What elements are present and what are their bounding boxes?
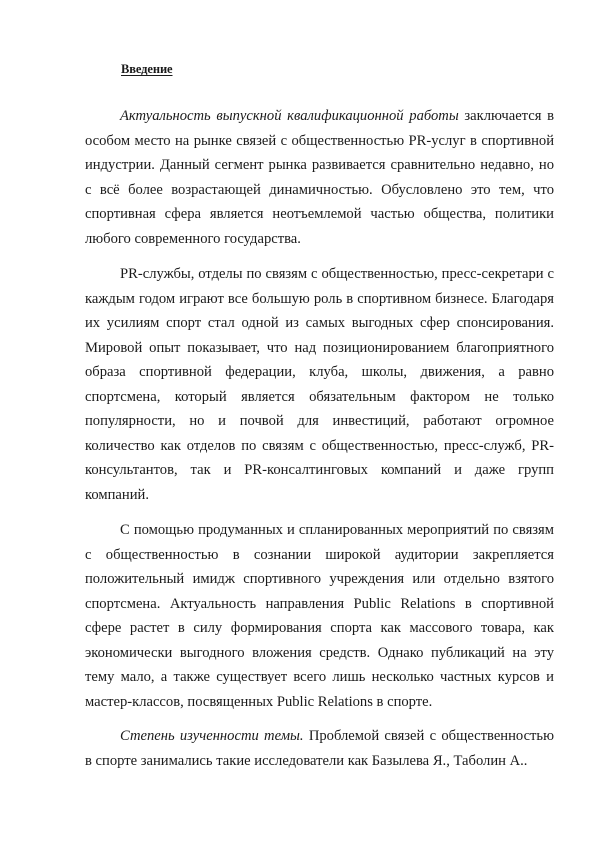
paragraph-text: Проблемой связей с общественностью в спорте занимались такие исследователи как Базылева Я., Таболин А.. [85,728,554,769]
paragraph-text: PR-службы, отделы по связям с общественностью, пресс-секретари с каждым годом играют все большую роль в спортивном бизнесе. Благодаря их усилиям спорт стал одной из самых выгодных сфер спонсирования. Мировой опыт показывает, что над позиционированием благоприятного образа спортивной федерации, клуба, школы, движения, а равно спортсмена, который является обязательным фактором не только популярности, но и почвой для инвестиций, работают огромное количество как отделов по связям с общественностью, пресс-служб, PR-консультантов, так и PR-консалтинговых компаний и даже групп компаний. [85,266,554,503]
paragraph-public-relations [85,518,554,714]
paragraph-text: С помощью продуманных и спланированных мероприятий по связям с общественностью в сознании широкой аудитории закрепляется положительный имидж спортивного учреждения или отдельно взятого спортсмена. Актуальность направления Public Relations в спортивной сфере растет в силу формирования спорта как массового товара, как экономически выгодного вложения средств. Однако публикаций на эту тему мало, а также существует всего лишь несколько частных курсов и мастер-классов, посвященных Public Relations в спорте. [85,522,554,710]
paragraph-lead: Степень изученности темы. [120,728,304,744]
paragraph-lead: Актуальность выпускной квалификационной работы [120,108,459,124]
paragraph-degree-of-study [85,724,554,773]
section-heading: Введение [121,62,173,76]
paragraph-relevance [85,104,554,251]
paragraph-pr-services [85,262,554,507]
document-page [85,52,554,773]
paragraph-text: заключается в особом место на рынке связей с общественностью PR-услуг в спортивной индустрии. Данный сегмент рынка развивается сравнительно недавно, но с всё более возрастающей динамичностью. Обусловлено это тем, что спортивная сфера является неотъемлемой частью общества, политики любого современного государства. [85,108,554,247]
